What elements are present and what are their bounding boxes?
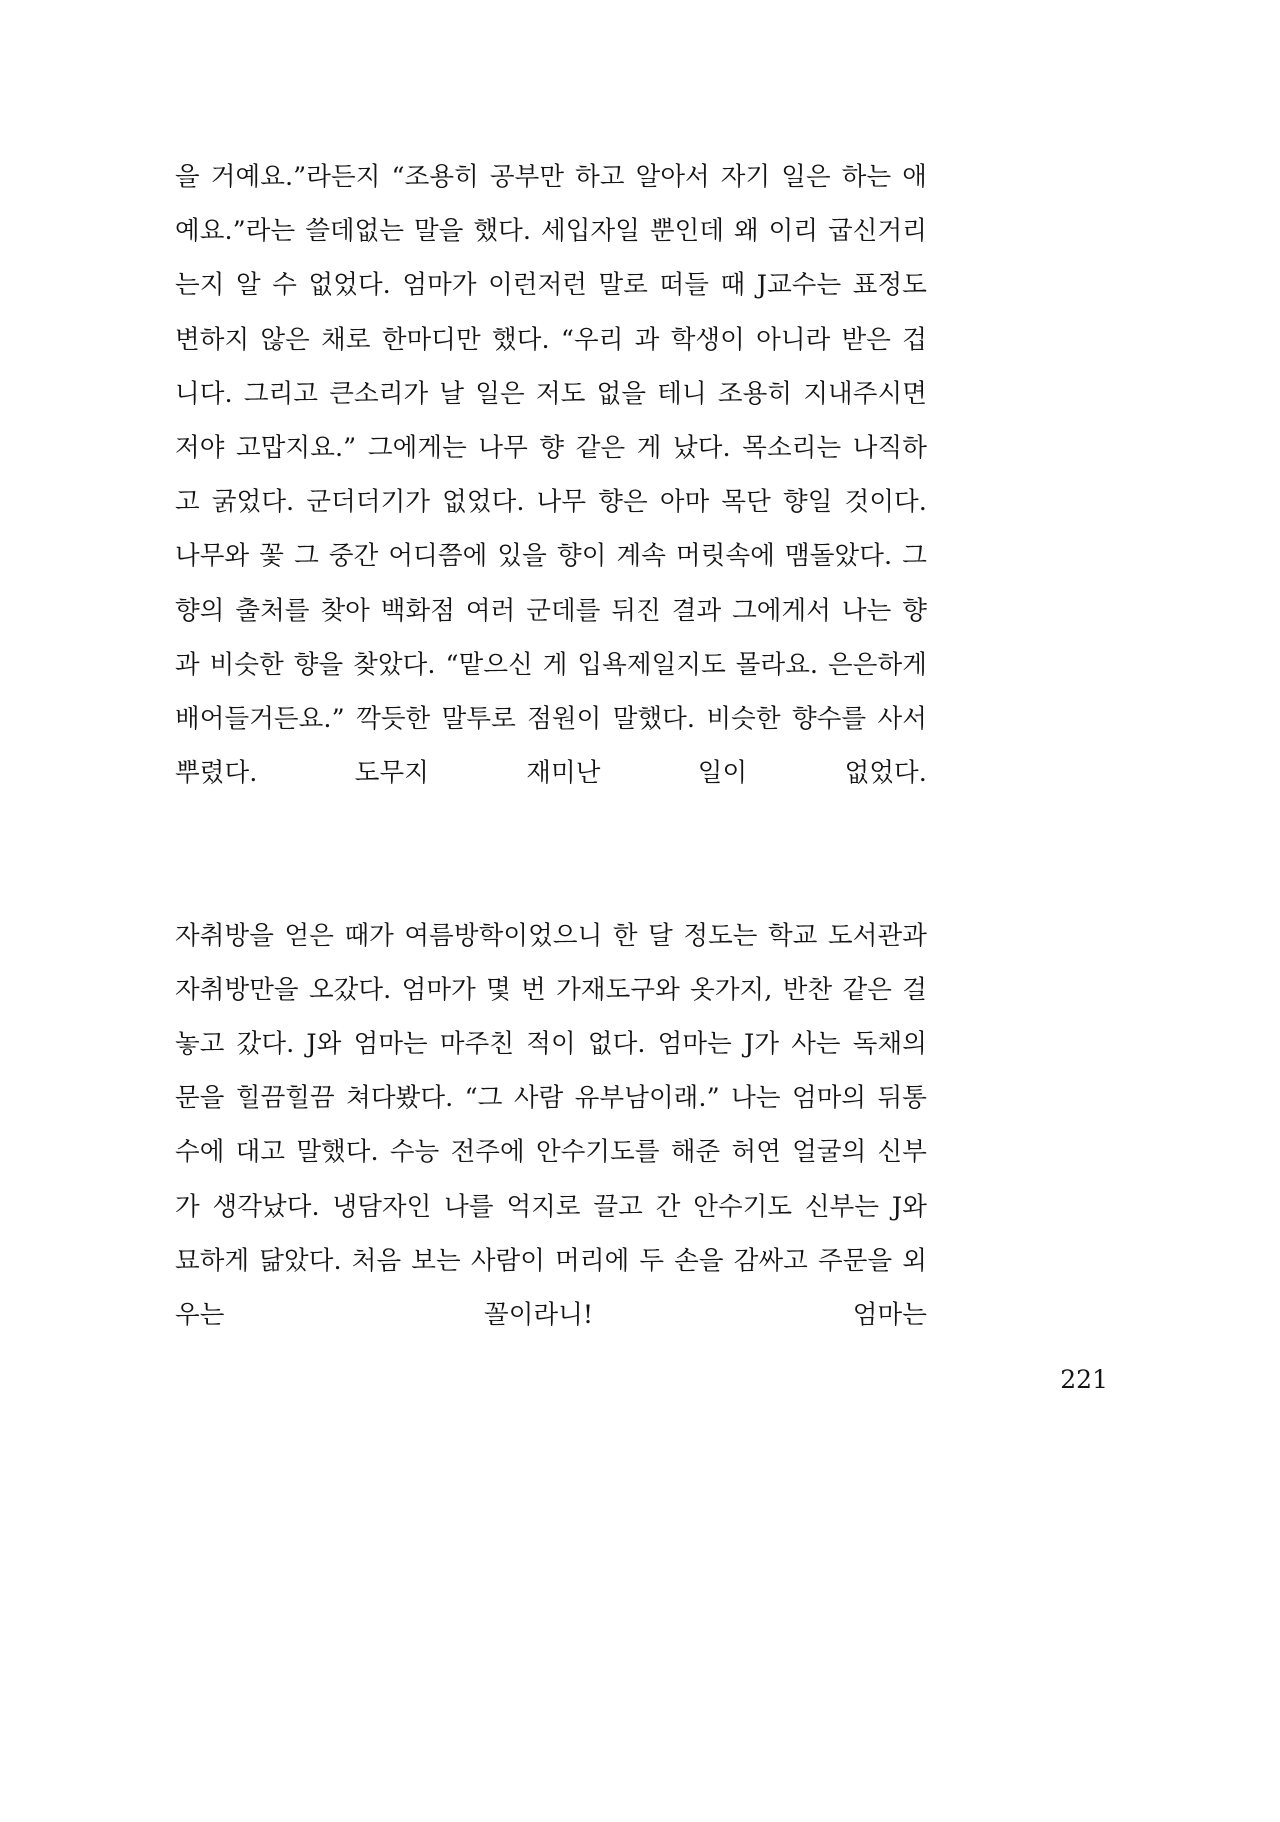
body-text-column — [175, 150, 927, 1396]
paragraph-2: 자취방을 얻은 때가 여름방학이었으니 한 달 정도는 학교 도서관과 자취방만을 오갔다. 엄마가 몇 번 가재도구와 옷가지, 반찬 같은 걸 놓고 갔다. J와 엄마는 마주친 적이 없다. 엄마는 J가 사는 독채의 문을 힐끔힐끔 쳐다봤다. “그 사람 유부남이래.” 나는 엄마의 뒤통수에 대고 말했다. 수능 전주에 안수기도를 해준 허연 얼굴의 신부가 생각났다. 냉담자인 나를 억지로 끌고 간 안수기도 신부는 J와 묘하게 닮았다. 처음 보는 사람이 머리에 두 손을 감싸고 주문을 외우는 꼴이라니! 엄마는 — [175, 920, 927, 1331]
paragraph-1: 을 거예요.”라든지 “조용히 공부만 하고 알아서 자기 일은 하는 애예요.”라는 쓸데없는 말을 했다. 세입자일 뿐인데 왜 이리 굽신거리는지 알 수 없었다. 엄마가 이런저런 말로 떠들 때 J교수는 표정도 변하지 않은 채로 한마디만 했다. “우리 과 학생이 아니라 받은 겁니다. 그리고 큰소리가 날 일은 저도 없을 테니 조용히 지내주시면 저야 고맙지요.” 그에게는 나무 향 같은 게 났다. 목소리는 나직하고 굵었다. 군더더기가 없었다. 나무 향은 아마 목단 향일 것이다. 나무와 꽃 그 중간 어디쯤에 있을 향이 계속 머릿속에 맴돌았다. 그 향의 출처를 찾아 백화점 여러 군데를 뒤진 결과 그에게서 나는 향과 비슷한 향을 찾았다. “맡으신 게 입욕제일지도 몰라요. 은은하게 배어들거든요.” 깍듯한 말투로 점원이 말했다. 비슷한 향수를 사서 뿌렸다. 도무지 재미난 일이 없었다. — [175, 162, 928, 789]
page-number: 221 — [1060, 1365, 1108, 1394]
